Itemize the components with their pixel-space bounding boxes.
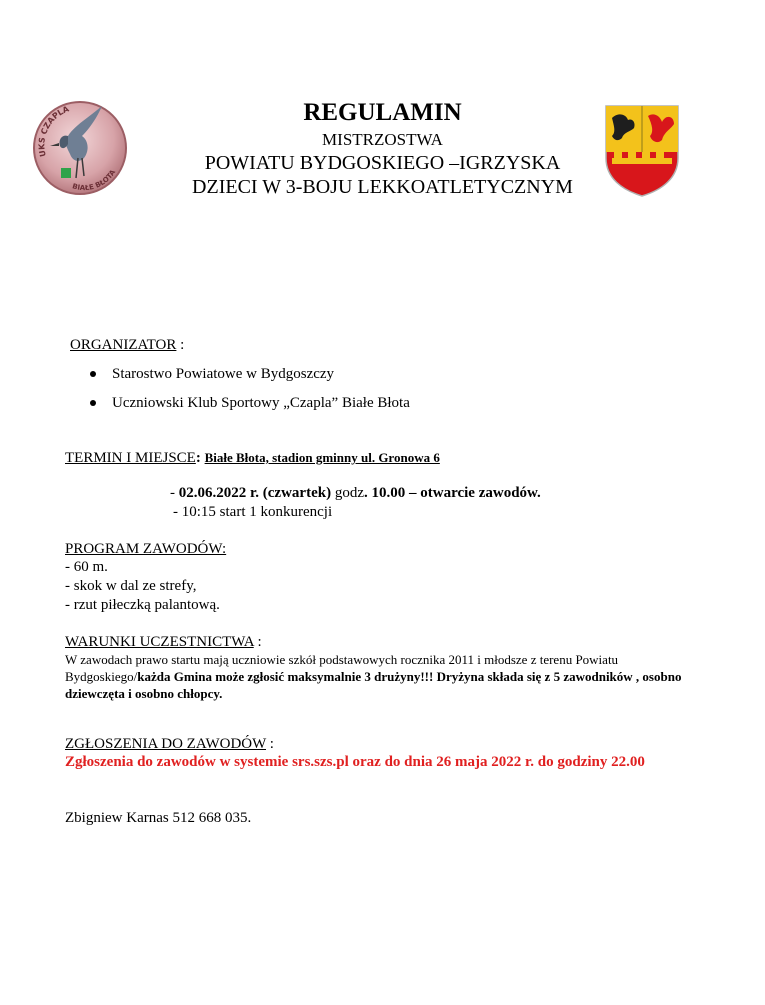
bullet-icon [90, 400, 96, 406]
club-logo-text-top: UKS CZAPLA [37, 104, 71, 158]
program-item: - 60 m. [65, 559, 108, 575]
organizer-label: ORGANIZATOR [70, 337, 177, 353]
zgloszenia-colon: : [266, 736, 274, 752]
program-heading: PROGRAM ZAWODÓW: [65, 541, 227, 557]
club-logo-text-bottom: BIAŁE BŁOTA [71, 168, 118, 193]
zgloszenia-heading [65, 734, 274, 754]
warunki-colon: : [253, 634, 262, 650]
organizer-item [90, 393, 410, 413]
termin-colon: : [195, 450, 205, 466]
termin-date-line [170, 483, 541, 503]
subtitle-powiat: POWIATU BYDGOSKIEGO –IGRZYSKA [204, 152, 561, 174]
termin-godz: godz [331, 485, 364, 501]
warunki-text-bold: każda Gmina może zgłosić maksymalnie 3 drużyny!!! Dryżyna składa się z 5 zawodników , osobno dziewczęta i osobno chłopcy. [65, 669, 682, 701]
organizer-item [90, 364, 334, 384]
bullet-icon [90, 371, 96, 377]
warunki-text [65, 651, 705, 702]
zgloszenia-text: Zgłoszenia do zawodów w systemie srs.szs.pl oraz do dnia 26 maja 2022 r. do godziny 22.00 [65, 754, 645, 770]
warunki-label: WARUNKI UCZESTNICTWA [65, 634, 254, 650]
program-item: - rzut piłeczką palantową. [65, 597, 220, 613]
termin-start-line: - 10:15 start 1 konkurencji [173, 504, 333, 520]
document-title: REGULAMIN [303, 99, 462, 126]
subtitle-mistrzostwa: MISTRZOSTWA [322, 130, 443, 149]
warunki-heading [65, 632, 262, 652]
zgloszenia-label: ZGŁOSZENIA DO ZAWODÓW [65, 736, 266, 752]
subtitle-dzieci: DZIECI W 3-BOJU LEKKOATLETYCZNYM [192, 176, 573, 198]
contact-line: Zbigniew Karnas 512 668 035. [65, 810, 252, 826]
program-item: - skok w dal ze strefy, [65, 578, 197, 594]
warunki-text-normal: W zawodach prawo startu mają uczniowie szkół podstawowych rocznika 2011 i młodsze z terenu Powiatu Bydgoskiego/ [65, 652, 619, 684]
termin-place: Białe Błota, stadion gminny ul. Gronowa 6 [204, 450, 440, 465]
termin-date-dash: - [170, 485, 179, 501]
organizer-item-text: Starostwo Powiatowe w Bydgoszczy [112, 366, 335, 382]
organizer-item-text: Uczniowski Klub Sportowy „Czapla” Białe Błota [112, 395, 410, 411]
termin-label: TERMIN I MIEJSCE [65, 450, 196, 466]
termin-line [65, 448, 440, 468]
termin-time: . 10.00 – otwarcie zawodów. [364, 485, 541, 501]
termin-date: 02.06.2022 r. (czwartek) [178, 485, 332, 501]
organizer-heading [70, 335, 184, 355]
organizer-colon: : [176, 337, 185, 353]
